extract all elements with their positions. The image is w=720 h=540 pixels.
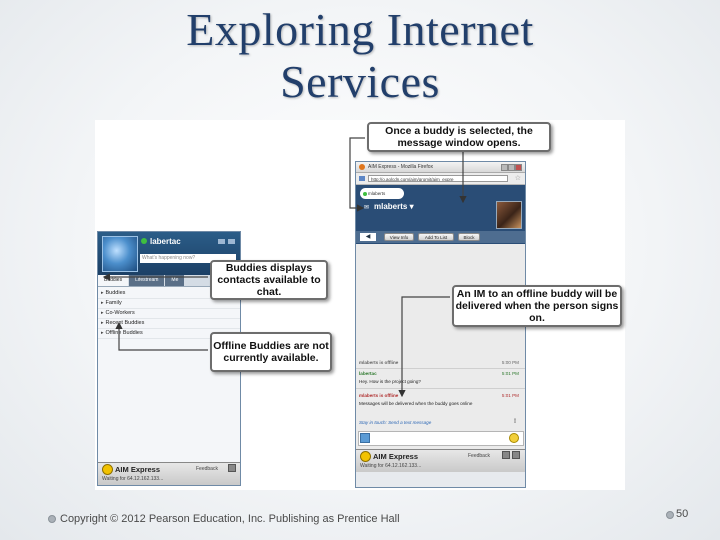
expand-triangle-icon: ▸ [101, 300, 104, 306]
message-header: mlaberts is offline [359, 360, 399, 365]
brand-label: AIM Express [373, 452, 419, 461]
tab-buddies[interactable]: Buddies [98, 275, 128, 286]
arrow-to-offline-message [402, 297, 450, 396]
message-body: Messages will be delivered when the buddy goes online [359, 401, 473, 406]
window-title: AIM Express - Mozilla Firefox [368, 164, 434, 170]
message-time: 5:01 PM [501, 393, 519, 398]
callout-buddy-selected: Once a buddy is selected, the message window opens. [367, 122, 551, 152]
aim-screenshot-figure [95, 120, 625, 490]
message-time: 5:00 PM [501, 360, 519, 365]
slide-title-line1: Exploring Internet [186, 4, 534, 55]
message-time: 5:01 PM [501, 371, 519, 376]
group-label: Family [105, 300, 122, 306]
arrow-to-message-window [350, 138, 365, 208]
footer-bullet-icon [48, 515, 56, 523]
callout-offline-buddies: Offline Buddies are not currently available. [210, 332, 332, 372]
callout-offline-im: An IM to an offline buddy will be delivered when the person signs on. [452, 285, 622, 327]
message-header: labertac [359, 371, 377, 376]
bookmark-star-icon[interactable]: ☆ [514, 175, 521, 182]
expand-triangle-icon: ▸ [101, 320, 104, 326]
group-label: Offline Buddies [105, 330, 143, 336]
status-message-input[interactable]: What's happening now? [140, 254, 236, 263]
block-button[interactable]: Block [458, 233, 480, 241]
away-status-icon: ✉ [364, 205, 370, 211]
page-number: 50 [676, 508, 689, 520]
feedback-link[interactable]: Feedback [468, 453, 490, 459]
message-header: mlaberts is offline [359, 393, 399, 398]
status-bar-text: Waiting for 64.12.162.133... [360, 463, 422, 469]
screen-name[interactable]: labertac [150, 237, 181, 246]
status-bar-text: Waiting for 64.12.162.133... [102, 476, 164, 482]
page-bullet-icon [666, 511, 674, 519]
expand-triangle-icon: ▸ [101, 330, 104, 336]
back-arrow-icon[interactable]: ◀ [360, 233, 376, 241]
message-body: Hey. How is the project going? [359, 379, 421, 384]
callout-buddies-displays: Buddies displays contacts available to chat. [210, 260, 328, 300]
group-label: Recent Buddies [105, 320, 145, 326]
copyright-text: Copyright © 2012 Pearson Education, Inc. Publishing as Prentice Hall [60, 513, 400, 525]
brand-label: AIM Express [115, 465, 161, 474]
buddy-name-label: mlaberts [374, 202, 408, 211]
tab-me[interactable]: Me [165, 275, 184, 286]
view-info-button[interactable]: View Info [384, 233, 414, 241]
tab-lifestream[interactable]: Lifestream [129, 275, 164, 286]
expand-triangle-icon: ▸ [101, 310, 104, 316]
slide-title [0, 4, 720, 108]
group-label: Co-Workers [105, 310, 135, 316]
add-to-list-button[interactable]: Add To List [418, 233, 454, 241]
feedback-link[interactable]: Feedback [196, 466, 218, 472]
expand-triangle-icon: ▸ [101, 290, 104, 296]
group-label: Buddies [105, 290, 126, 296]
conversation-tab-label: mlaberts [368, 191, 386, 196]
url-field[interactable]: http://o.aolcdn.com/aim/gromit/aim_expre [368, 175, 508, 182]
mobile-icon[interactable]: ▯ [513, 418, 517, 424]
buddy-name[interactable]: mlaberts ▾ [374, 202, 414, 211]
stay-in-touch-link[interactable]: Stay in touch: Send a text message [359, 420, 432, 425]
arrow-to-offline-group [119, 323, 208, 350]
slide-title-line2: Services [280, 56, 440, 107]
